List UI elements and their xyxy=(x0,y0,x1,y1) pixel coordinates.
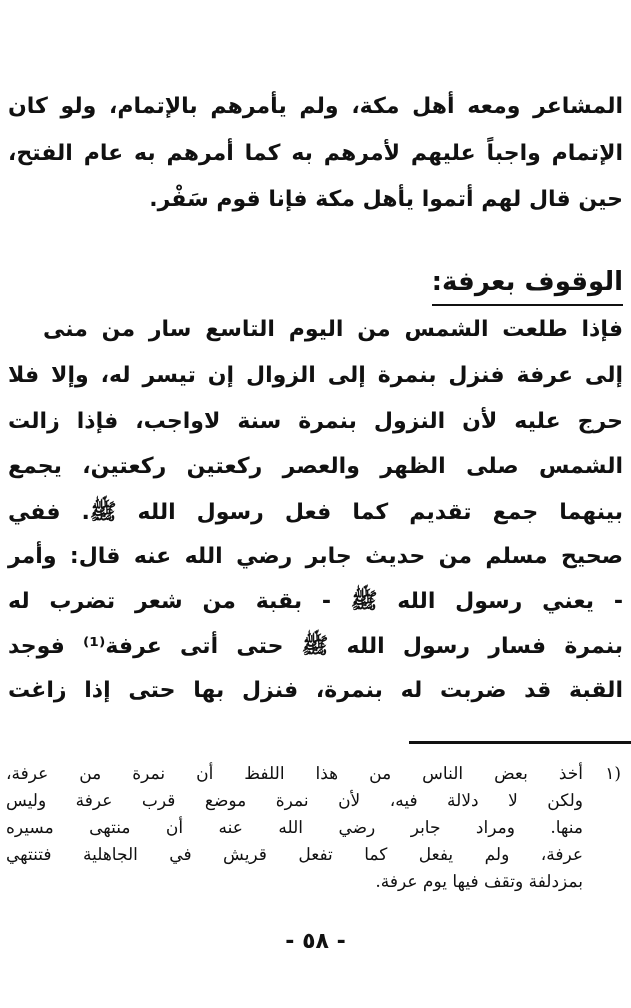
footnote-line: أخذ بعض الناس من هذا اللفظ أن نمرة من عرفة، xyxy=(6,764,583,784)
body-line: بنمرة فسار رسول الله ﷺ حتى أتى عرفة⁽¹⁾ فوجد xyxy=(8,634,623,659)
body-line: فإذا طلعت الشمس من اليوم التاسع سار من منى xyxy=(43,317,623,342)
footnote-marker: (١ xyxy=(605,764,621,784)
section-heading: الوقوف بعرفة: xyxy=(432,262,623,306)
body-line: حرج عليه لأن النزول بنمرة سنة لاواجب، فإذا زالت xyxy=(8,409,623,434)
body-line: المشاعر ومعه أهل مكة، ولم يأمرهم بالإتمام، ولو كان xyxy=(8,94,623,119)
body-line: صحيح مسلم من حديث جابر رضي الله عنه قال: وأمر xyxy=(8,544,623,569)
body-line: بينهما جمع تقديم كما فعل رسول الله ﷺ. ففي xyxy=(8,500,623,525)
footnote-separator xyxy=(409,741,631,744)
footnote-line: عرفة، ولم يفعل كما تفعل قريش في الجاهلية فتنتهي xyxy=(6,845,583,865)
body-line: الإتمام واجباً عليهم لأمرهم به كما أمرهم به عام الفتح، xyxy=(8,141,623,166)
footnote-line: بمزدلفة وتقف فيها يوم عرفة. xyxy=(375,872,583,892)
page-number: - ٥٨ - xyxy=(285,929,346,954)
body-line: إلى عرفة فنزل بنمرة إلى الزوال إن تيسر له، وإلا فلا xyxy=(8,363,623,388)
body-line: - يعني رسول الله ﷺ - بقبة من شعر تضرب له xyxy=(8,589,623,614)
footnote-line: ولكن لا دلالة فيه، لأن نمرة موضع قرب عرفة وليس xyxy=(6,791,583,811)
body-line: القبة قد ضربت له بنمرة، فنزل بها حتى إذا زاغت xyxy=(8,678,623,703)
body-line: الشمس صلى الظهر والعصر ركعتين ركعتين، يجمع xyxy=(8,454,623,479)
footnote-line: منها. ومراد جابر رضي الله عنه أن منتهى مسيره xyxy=(6,818,583,838)
body-line: حين قال لهم أتموا يأهل مكة فإنا قوم سَفْر. xyxy=(149,187,623,212)
